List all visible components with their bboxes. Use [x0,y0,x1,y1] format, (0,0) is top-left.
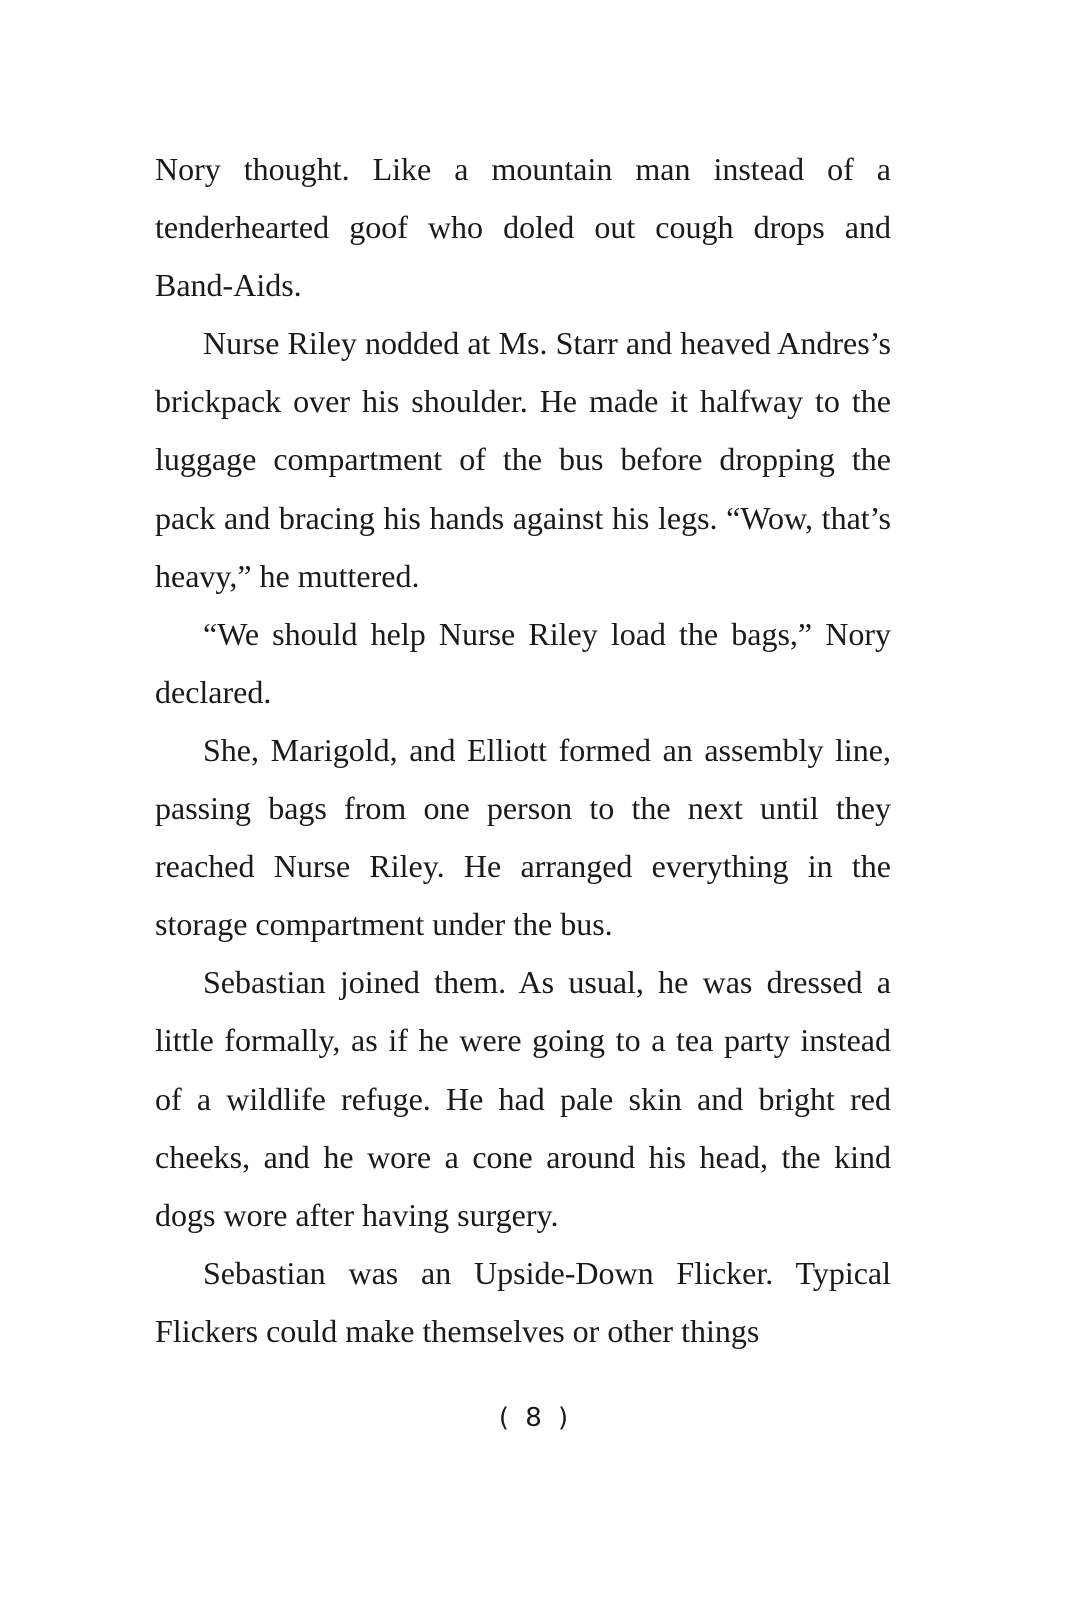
paragraph-last: Sebastian was an Upside-Down Flicker. Typical Flickers could make themselves or other things [155,1254,891,1349]
paragraph: She, Marigold, and Elliott formed an assembly line, passing bags from one person to the next until they reached Nurse Riley. He arranged everything in the storage compartment under the bus. [155,731,891,943]
body-text [155,140,891,1360]
paragraph: “We should help Nurse Riley load the bags,” Nory declared. [155,615,891,710]
page-number: ( 8 ) [498,1403,569,1433]
paragraph-continued: Nory thought. Like a mountain man instead of a tenderhearted goof who doled out cough drops and Band-Aids. [155,151,891,304]
paragraph: Sebastian joined them. As usual, he was dressed a little formally, as if he were going to a tea party instead of a wildlife refuge. He had pale skin and bright red cheeks, and he wore a cone around his head, the kind dogs wore after having surgery. [155,964,891,1233]
paragraph: Nurse Riley nodded at Ms. Starr and heaved Andres’s brickpack over his shoulder. He made it halfway to the luggage compartment of the bus before dropping the pack and bracing his hands against his legs. “Wow, that’s heavy,” he muttered. [155,325,891,594]
